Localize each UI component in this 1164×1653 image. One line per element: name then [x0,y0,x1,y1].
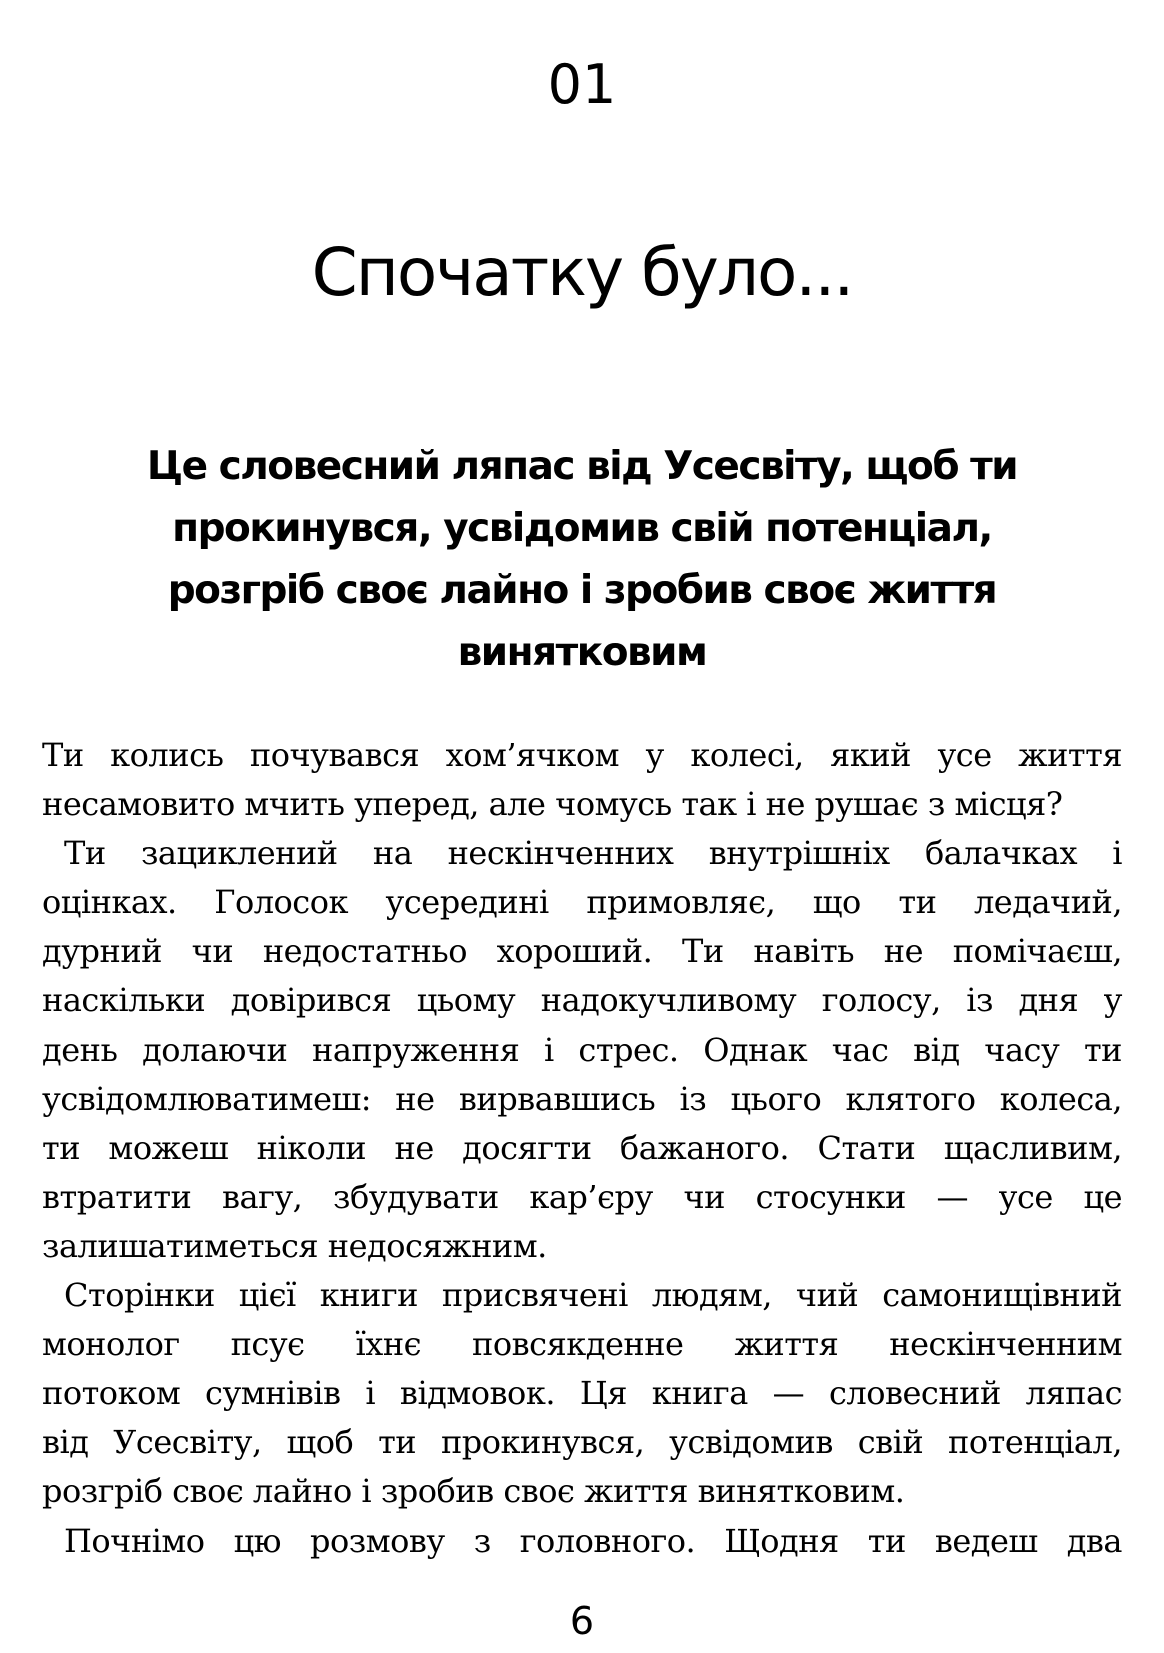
paragraph-line: розгріб своє лайно і зробив своє життя винятковим. [42,1472,905,1511]
chapter-number: 01 [547,53,617,116]
chapter-title: Спочатку було... [311,234,853,311]
subtitle-line: прокинувся, усвідомив свій потенціал, [172,506,992,551]
paragraph-line: усвідомлюватимеш: не вирвавшись із цього клятого колеса, [42,1079,1122,1118]
paragraph-line: день долаючи напруження і стрес. Однак час від часу ти [42,1030,1122,1069]
paragraph-line: Сторінки цієї книги присвячені людям, чий самонищівний [64,1276,1122,1315]
paragraph-line: залишатиметься недосяжним. [42,1226,547,1265]
subtitle-line: розгріб своє лайно і зробив своє життя [167,568,997,613]
paragraph-line: оцінках. Голосок усередині примовляє, що ти ледачий, [42,883,1122,922]
paragraph-line: Ти колись почувався хом’ячком у колесі, який усе життя [42,736,1122,774]
paragraph-line: дурний чи недостатньо хороший. Ти навіть не помічаєш, [42,932,1122,971]
paragraph-line: несамовито мчить уперед, але чомусь так і не рушає з місця? [42,785,1063,824]
chapter-subtitle [60,436,1104,684]
paragraph-line: втратити вагу, збудувати кар’єру чи стосунки — усе це [42,1177,1122,1216]
page-number: 6 [569,1599,595,1643]
body-text [42,731,1122,1566]
subtitle-line: винятковим [457,630,707,675]
paragraph-line: ти можеш ніколи не досягти бажаного. Стати щасливим, [42,1128,1122,1167]
paragraph-line: потоком сумнівів і відмовок. Ця книга — словесний ляпас [42,1374,1122,1413]
paragraph-line: Почнімо цю розмову з головного. Щодня ти ведеш два [64,1521,1122,1560]
paragraph-line: від Усесвіту, щоб ти прокинувся, усвідомив свій потенціал, [42,1423,1122,1462]
paragraph-line: монолог псує їхнє повсякденне життя нескінченним [42,1325,1122,1364]
paragraph-line: наскільки довірився цьому надокучливому голосу, із дня у [42,981,1122,1020]
subtitle-line: Це словесний ляпас від Усесвіту, щоб ти [146,444,1018,489]
paragraph-line: Ти зациклений на нескінченних внутрішніх балачках і [64,834,1122,873]
